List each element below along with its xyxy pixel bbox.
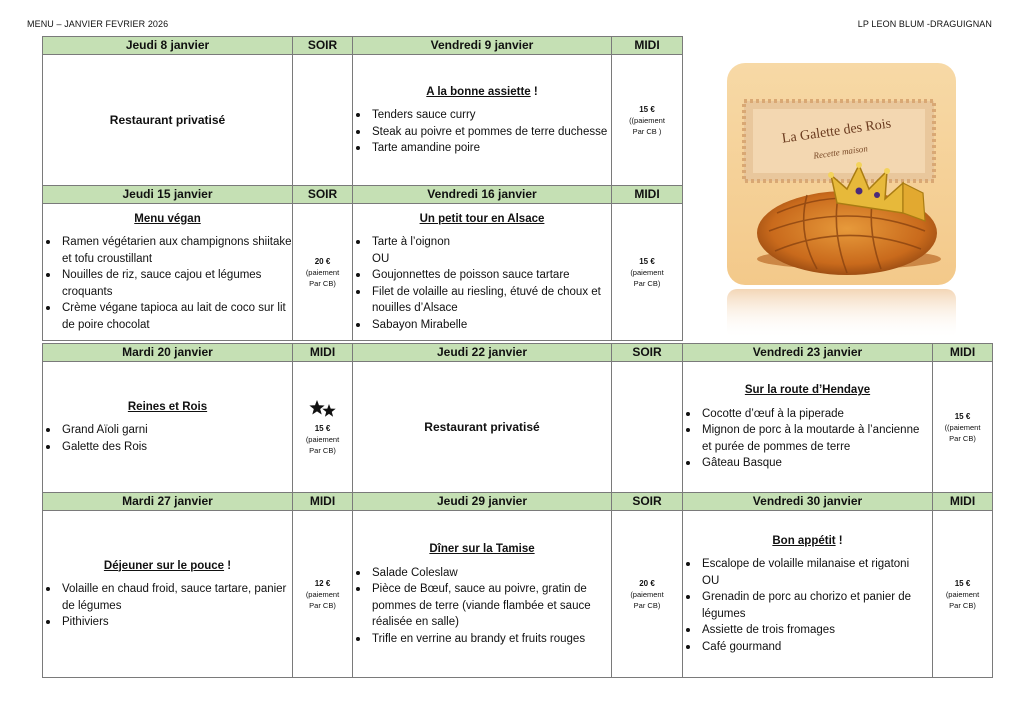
day-header: Vendredi 23 janvier bbox=[683, 344, 933, 362]
week-row bbox=[43, 186, 683, 341]
day-header: Jeudi 22 janvier bbox=[353, 344, 612, 362]
price-cell bbox=[933, 362, 993, 493]
reflection bbox=[727, 289, 956, 339]
private-event-label: Restaurant privatisé bbox=[109, 112, 226, 127]
service-header: SOIR bbox=[293, 37, 353, 55]
dish-item: Escalope de volaille milanaise et rigatoni bbox=[683, 556, 932, 573]
dish-item: Trifle en verrine au brandy et fruits rouges bbox=[353, 631, 611, 648]
price-cell bbox=[612, 55, 683, 186]
dish-item: Pithiviers bbox=[43, 614, 292, 631]
menu-cell bbox=[43, 362, 293, 493]
dish-item: Ramen végétarien aux champignons shiitake et tofu croustillant bbox=[43, 234, 292, 267]
dish-list bbox=[353, 565, 611, 648]
menu-cell bbox=[353, 511, 612, 678]
price-cell bbox=[612, 511, 683, 678]
menu-title-text: Reines et Rois bbox=[127, 400, 208, 413]
day-header: Vendredi 30 janvier bbox=[683, 493, 933, 511]
dish-item: Café gourmand bbox=[683, 639, 932, 656]
document-header-left: MENU – JANVIER FEVRIER 2026 bbox=[27, 19, 169, 29]
day-header: Vendredi 9 janvier bbox=[353, 37, 612, 55]
menu-cell bbox=[353, 204, 612, 341]
dish-alternative-or: OU bbox=[372, 252, 390, 265]
menu-cell bbox=[683, 362, 933, 493]
dish-item: Volaille en chaud froid, sauce tartare, panier de légumes bbox=[43, 581, 292, 614]
menu-title bbox=[43, 558, 292, 575]
price-cell bbox=[293, 511, 353, 678]
payment-note: (paiement bbox=[305, 267, 340, 277]
dish-item: Cocotte d’œuf à la piperade bbox=[683, 406, 932, 423]
day-header: Mardi 27 janvier bbox=[43, 493, 293, 511]
menu-table-bottom bbox=[42, 343, 993, 678]
week-row bbox=[43, 493, 993, 678]
service-header: SOIR bbox=[612, 344, 683, 362]
dish-item: Grenadin de porc au chorizo et panier de légumes bbox=[683, 589, 932, 622]
dish-item: Grand Aïoli garni bbox=[43, 422, 292, 439]
galette-title: La Galette des Rois bbox=[780, 116, 893, 147]
dish-item: Mignon de porc à la moutarde à l’ancienne et purée de pommes de terre bbox=[683, 422, 932, 455]
day-header-row bbox=[43, 493, 993, 511]
dish-list bbox=[43, 581, 292, 631]
dish-item: Assiette de trois fromages bbox=[683, 622, 932, 639]
payment-note-cb: Par CB) bbox=[309, 278, 336, 288]
stamp-label bbox=[744, 101, 934, 181]
price-cell bbox=[293, 204, 353, 341]
menu-cell bbox=[353, 362, 612, 493]
price-cell bbox=[293, 55, 353, 186]
day-header-row bbox=[43, 37, 683, 55]
menu-title-text: Bon appétit bbox=[772, 534, 836, 547]
dish-item: Tarte à l’oignon bbox=[353, 234, 611, 251]
menu-title-text: Menu végan bbox=[134, 212, 201, 225]
week-row bbox=[43, 344, 993, 493]
payment-note: (paiement bbox=[305, 589, 340, 599]
dish-list bbox=[353, 107, 611, 157]
menu-title-text: Dîner sur la Tamise bbox=[429, 543, 535, 555]
service-header: MIDI bbox=[612, 37, 683, 55]
day-header-row bbox=[43, 186, 683, 204]
menu-cell bbox=[43, 55, 293, 186]
galette-subtitle: Recette maison bbox=[812, 143, 869, 161]
menu-title bbox=[353, 211, 611, 228]
menu-title-suffix: ! bbox=[530, 85, 538, 98]
dish-item: Crème végane tapioca au lait de coco sur lit de poire chocolat bbox=[43, 300, 292, 333]
dish-item: Tarte amandine poire bbox=[353, 140, 611, 157]
day-header-row bbox=[43, 344, 993, 362]
payment-note-cb: Par CB) bbox=[949, 600, 976, 610]
menu-title bbox=[683, 382, 932, 399]
price-cell bbox=[933, 511, 993, 678]
payment-note: (paiement bbox=[630, 589, 664, 599]
price-amount: 15 € bbox=[639, 256, 655, 266]
service-header: MIDI bbox=[293, 493, 353, 511]
dish-item: Tenders sauce curry bbox=[353, 107, 611, 124]
payment-note-cb: Par CB) bbox=[309, 600, 336, 610]
private-event-label: Restaurant privatisé bbox=[424, 419, 540, 434]
dish-item: Filet de volaille au riesling, étuvé de choux et nouilles d’Alsace bbox=[353, 284, 611, 317]
menu-table-top bbox=[42, 36, 683, 341]
dish-item: Salade Coleslaw bbox=[353, 565, 611, 582]
dish-item: Goujonnettes de poisson sauce tartare bbox=[353, 267, 611, 284]
service-header: MIDI bbox=[933, 493, 993, 511]
menu-title-text: Sur la route d’Hendaye bbox=[744, 384, 871, 397]
stars-icon bbox=[307, 399, 339, 419]
service-header: MIDI bbox=[933, 344, 993, 362]
document-header-right: LP LEON BLUM -DRAGUIGNAN bbox=[857, 19, 992, 29]
menu-title bbox=[683, 533, 932, 550]
payment-note: ((paiement bbox=[944, 422, 981, 432]
menu-title-text: Déjeuner sur le pouce bbox=[103, 559, 225, 572]
day-content-row bbox=[43, 362, 993, 493]
price-amount: 15 € bbox=[639, 104, 655, 114]
price-cell bbox=[612, 204, 683, 341]
dish-item: Gâteau Basque bbox=[683, 455, 932, 472]
day-header: Jeudi 8 janvier bbox=[43, 37, 293, 55]
dish-list bbox=[43, 234, 292, 333]
price-cell bbox=[612, 362, 683, 493]
payment-note: (paiement bbox=[630, 267, 664, 277]
day-content-row bbox=[43, 55, 683, 186]
galette-des-rois-illustration bbox=[727, 63, 956, 339]
payment-note: (paiement bbox=[305, 434, 340, 444]
price-amount: 20 € bbox=[639, 578, 655, 588]
payment-note-cb: Par CB) bbox=[633, 278, 661, 288]
dish-list bbox=[683, 406, 932, 472]
dish-item: Pièce de Bœuf, sauce au poivre, gratin de pommes de terre (viande flambée et sauce réalisée en salle) bbox=[353, 581, 611, 631]
day-content-row bbox=[43, 511, 993, 678]
menu-title bbox=[43, 211, 292, 228]
price-amount: 20 € bbox=[314, 256, 331, 266]
price-amount: 15 € bbox=[954, 411, 971, 421]
day-header: Vendredi 16 janvier bbox=[353, 186, 612, 204]
service-header: MIDI bbox=[293, 344, 353, 362]
menu-title-suffix: ! bbox=[224, 559, 232, 572]
dish-item: Galette des Rois bbox=[43, 439, 292, 456]
menu-cell bbox=[683, 511, 933, 678]
service-header: SOIR bbox=[612, 493, 683, 511]
payment-note-cb: Par CB) bbox=[633, 600, 661, 610]
payment-note: ((paiement bbox=[629, 115, 665, 125]
menu-cell bbox=[43, 511, 293, 678]
price-amount: 12 € bbox=[314, 578, 331, 588]
day-header: Mardi 20 janvier bbox=[43, 344, 293, 362]
day-content-row bbox=[43, 204, 683, 341]
dish-item: Nouilles de riz, sauce cajou et légumes croquants bbox=[43, 267, 292, 300]
menu-cell bbox=[43, 204, 293, 341]
payment-note-cb: Par CB) bbox=[949, 433, 976, 443]
menu-title-text: A la bonne assiette bbox=[426, 85, 531, 98]
dish-list bbox=[43, 422, 292, 455]
day-header: Jeudi 29 janvier bbox=[353, 493, 612, 511]
price-amount: 15 € bbox=[954, 578, 971, 588]
dish-list bbox=[353, 234, 611, 333]
service-header: MIDI bbox=[612, 186, 683, 204]
day-header: Jeudi 15 janvier bbox=[43, 186, 293, 204]
payment-note-cb: Par CB ) bbox=[632, 126, 662, 136]
dish-item: Steak au poivre et pommes de terre duchesse bbox=[353, 124, 611, 141]
payment-note-cb: Par CB) bbox=[309, 445, 336, 455]
service-header: SOIR bbox=[293, 186, 353, 204]
dish-item: Sabayon Mirabelle bbox=[353, 317, 611, 334]
dish-alternative-or: OU bbox=[702, 574, 720, 587]
week-row bbox=[43, 37, 683, 186]
menu-title bbox=[353, 84, 611, 101]
price-cell bbox=[293, 362, 353, 493]
menu-title-text: Un petit tour en Alsace bbox=[419, 212, 545, 225]
menu-title bbox=[353, 541, 611, 558]
payment-note: (paiement bbox=[945, 589, 980, 599]
menu-title bbox=[43, 399, 292, 416]
menu-cell bbox=[353, 55, 612, 186]
dish-list bbox=[683, 556, 932, 655]
menu-title-suffix: ! bbox=[835, 534, 843, 547]
price-amount: 15 € bbox=[314, 423, 331, 433]
